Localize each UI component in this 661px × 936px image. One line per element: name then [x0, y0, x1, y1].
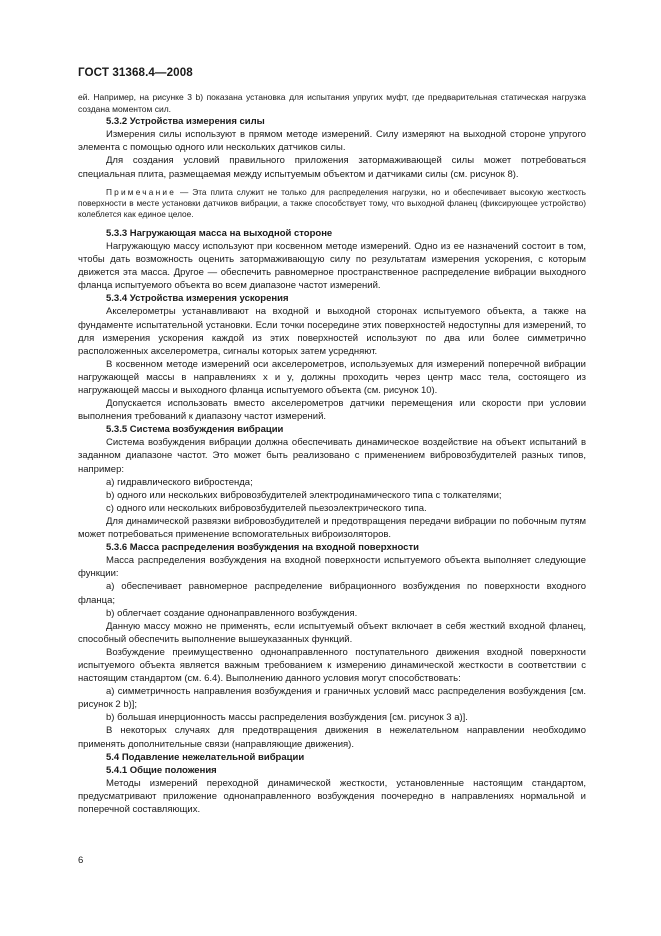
page-number: 6	[78, 855, 84, 866]
paragraph: Нагружающую массу используют при косвенном методе измерений. Одно из ее назначений состоит в том, чтобы дать возможность оценить затормаживающую силу по результатам измерения ускорения, с которым движется эта масса. Другое — обеспечить равномерное пространственное распределение вибрации выходного фланца испытуемого объекта во всем диапазоне частот измерений.	[78, 240, 586, 292]
list-item: a) обеспечивает равномерное распределение вибрационного возбуждения по поверхности входного фланца;	[78, 581, 586, 606]
paragraph-continuation: ей. Например, на рисунке 3 b) показана установка для испытания упругих муфт, где предварительная статическая нагрузка создана моментом сил.	[78, 92, 586, 114]
section-heading-5-3-5: 5.3.5 Система возбуждения вибрации	[106, 424, 284, 436]
section-heading-5-3-2: 5.3.2 Устройства измерения силы	[106, 116, 265, 128]
list-item: b) большая инерционность массы распределения возбуждения [см. рисунок 3 a)].	[106, 712, 468, 724]
paragraph: Система возбуждения вибрации должна обеспечивать динамическое воздействие на объект испытаний в заданном диапазоне частот. Это может быть реализовано с применением вибровозбудителей разных типов, например:	[78, 437, 586, 475]
paragraph: В косвенном методе измерений оси акселерометров, используемых для измерений поперечной вибрации нагружающей массы в направлениях x и y, должны проходить через центр масс тела, состоящего из нагружающей массы и выходного фланца испытуемого объекта (см. рисунок 10).	[78, 358, 586, 396]
paragraph: В некоторых случаях для предотвращения движения в нежелательном направлении необходимо применять дополнительные связи (направляющие движения).	[78, 725, 586, 750]
paragraph: Допускается использовать вместо акселерометров датчики перемещения или скорости при условии выполнения требований к диапазону частот измерений.	[78, 398, 586, 423]
section-heading-5-4: 5.4 Подавление нежелательной вибрации	[106, 751, 305, 763]
section-heading-5-4-1: 5.4.1 Общие положения	[106, 764, 217, 776]
list-item: b) одного или нескольких вибровозбудителей электродинамического типа с толкателями;	[106, 489, 502, 501]
paragraph: Измерения силы используют в прямом методе измерений. Силу измеряют на выходной стороне упругого элемента с помощью одного или нескольких датчиков силы.	[78, 129, 586, 154]
paragraph: Данную массу можно не применять, если испытуемый объект включает в себя жесткий входной фланец, способный обеспечить выполнение вышеуказанных функций.	[78, 620, 586, 645]
paragraph: Акселерометры устанавливают на входной и выходной сторонах испытуемого объекта, а также на фундаменте испытательной установки. Если точки посередине этих поверхностей недоступны для измерений, то для измерения ускорения каждой из этих поверхностей используют по два или более симметрично расположенных акселерометра, сигналы которых затем усредняют.	[78, 306, 586, 357]
section-heading-5-3-6: 5.3.6 Масса распределения возбуждения на входной поверхности	[106, 542, 419, 554]
section-heading-5-3-4: 5.3.4 Устройства измерения ускорения	[106, 293, 289, 305]
note-paragraph	[78, 187, 586, 221]
paragraph: Возбуждение преимущественно однонаправленного поступательного движения входной поверхности испытуемого объекта является важным требованием к измерению динамической жесткости в соответствии с настоящим стандартом (см. 6.4). Выполнению данного условия могут способствовать:	[78, 646, 586, 685]
paragraph: Методы измерений переходной динамической жесткости, установленные настоящим стандартом, предусматривают приложение однонаправленного возбуждения поочередно в направлениях нормальной и поперечной составляющих.	[78, 777, 586, 815]
paragraph: Для динамической развязки вибровозбудителей и предотвращения передачи вибрации по побочным путям может потребоваться применение вспомогательных виброизоляторов.	[78, 515, 586, 541]
paragraph: Масса распределения возбуждения на входной поверхности испытуемого объекта выполняет следующие функции:	[78, 555, 586, 580]
paragraph: Для создания условий правильного приложения затормаживающей силы может потребоваться специальная плита, размещаемая между испытуемым объектом и датчиками силы (см. рисунок 8).	[78, 155, 586, 180]
document-body	[78, 92, 586, 816]
list-item: c) одного или нескольких вибровозбудителей пьезоэлектрического типа.	[106, 502, 427, 514]
note-text: — Эта плита служит не только для распределения нагрузки, но и обеспечивает высокую жесткость поверхности в месте установки датчиков вибрации, а также способствует тому, что выходной фланец (фиксирующее устройство) колеблется как единое целое.	[78, 186, 586, 220]
list-item: b) облегчает создание однонаправленного возбуждения.	[106, 607, 358, 619]
list-item: a) гидравлического вибростенда;	[106, 476, 253, 488]
section-heading-5-3-3: 5.3.3 Нагружающая масса на выходной стороне	[106, 227, 333, 239]
note-label: Примечание	[106, 186, 177, 197]
list-item: a) симметричность направления возбуждения и граничных условий масс распределения возбуждения [см. рисунок 2 b)];	[78, 686, 586, 711]
document-header: ГОСТ 31368.4—2008	[78, 66, 193, 79]
